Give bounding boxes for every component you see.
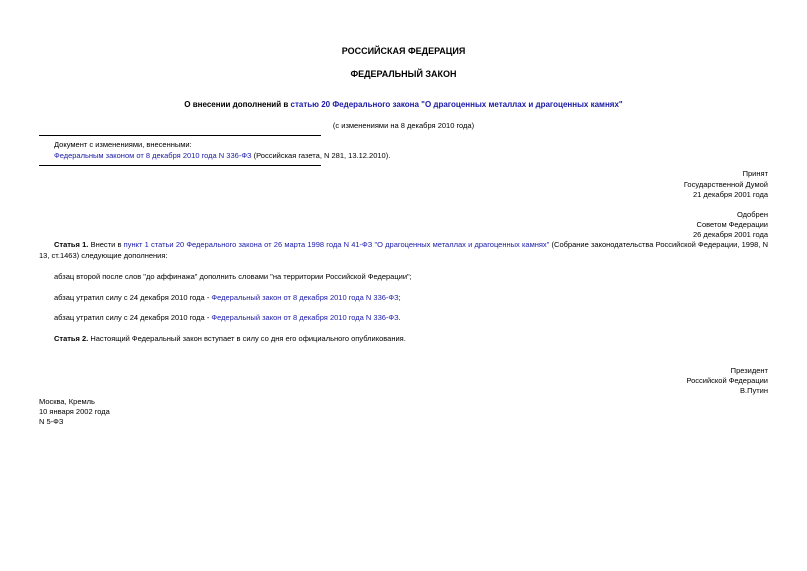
law-type-heading: ФЕДЕРАЛЬНЫЙ ЗАКОН [350,69,457,79]
item-2-text: абзац утратил силу с 24 декабря 2010 года - [54,293,212,302]
change-box-intro: Документ с изменениями, внесенными: [54,140,192,149]
article-1-item-2 [54,292,401,303]
duma-adopted: Принят [742,169,768,178]
article-1-link[interactable]: пункт 1 статьи 20 Федерального закона от 26 марта 1998 года N 41-ФЗ "О драгоценных металлах и драгоценных камнях" [123,240,550,249]
council-approved: Одобрен [737,210,768,219]
article-2-paragraph [54,333,406,344]
country-heading: РОССИЙСКАЯ ФЕДЕРАЦИЯ [341,46,466,56]
item-2-link[interactable]: Федеральный закон от 8 декабря 2010 года N 336-ФЗ [211,293,399,302]
top-divider [39,135,321,136]
law-title [0,99,807,110]
footer-place: Москва, Кремль [39,397,95,406]
change-box-link[interactable]: Федеральным законом от 8 декабря 2010 года N 336-ФЗ [54,151,252,160]
item-2-end: ; [398,293,401,302]
article-1-item-3 [54,312,401,323]
duma-name: Государственной Думой [683,180,768,189]
change-box-suffix: (Российская газета, N 281, 13.12.2010). [251,151,391,160]
signature-title: Президент [730,366,768,375]
change-box-reference [54,150,390,161]
article-2-label: Статья 2. [54,334,89,343]
council-date: 26 декабря 2001 года [692,230,768,239]
amendments-note: (с изменениями на 8 декабря 2010 года) [332,121,475,130]
item-3-text: абзац утратил силу с 24 декабря 2010 года - [54,313,212,322]
bottom-divider [39,165,321,166]
duma-date: 21 декабря 2001 года [692,190,768,199]
article-1-text1: Внести в [88,240,124,249]
footer-date: 10 января 2002 года [39,407,110,416]
law-title-link[interactable]: статью 20 Федерального закона "О драгоценных металлах и драгоценных камнях" [290,100,623,109]
article-2-text: Настоящий Федеральный закон вступает в силу со дня его официального опубликования. [88,334,406,343]
item-3-link[interactable]: Федеральный закон от 8 декабря 2010 года N 336-ФЗ [211,313,399,322]
article-1-label: Статья 1. [54,240,89,249]
signature-country: Российской Федерации [686,376,768,385]
item-3-end: . [398,313,401,322]
article-1-paragraph [39,239,768,261]
article-1-item-1: абзац второй после слов "до аффинажа" дополнить словами "на территории Российской Федерации"; [54,272,412,281]
council-name: Советом Федерации [696,220,768,229]
article-1-text2: (Собрание законодательства Российской Федерации, 1998, N 13, ст.1463) следующие дополнения: [39,240,768,260]
signature-name: В.Путин [740,386,768,395]
footer-number: N 5-ФЗ [39,417,64,426]
law-title-prefix: О внесении дополнений в [184,100,291,109]
